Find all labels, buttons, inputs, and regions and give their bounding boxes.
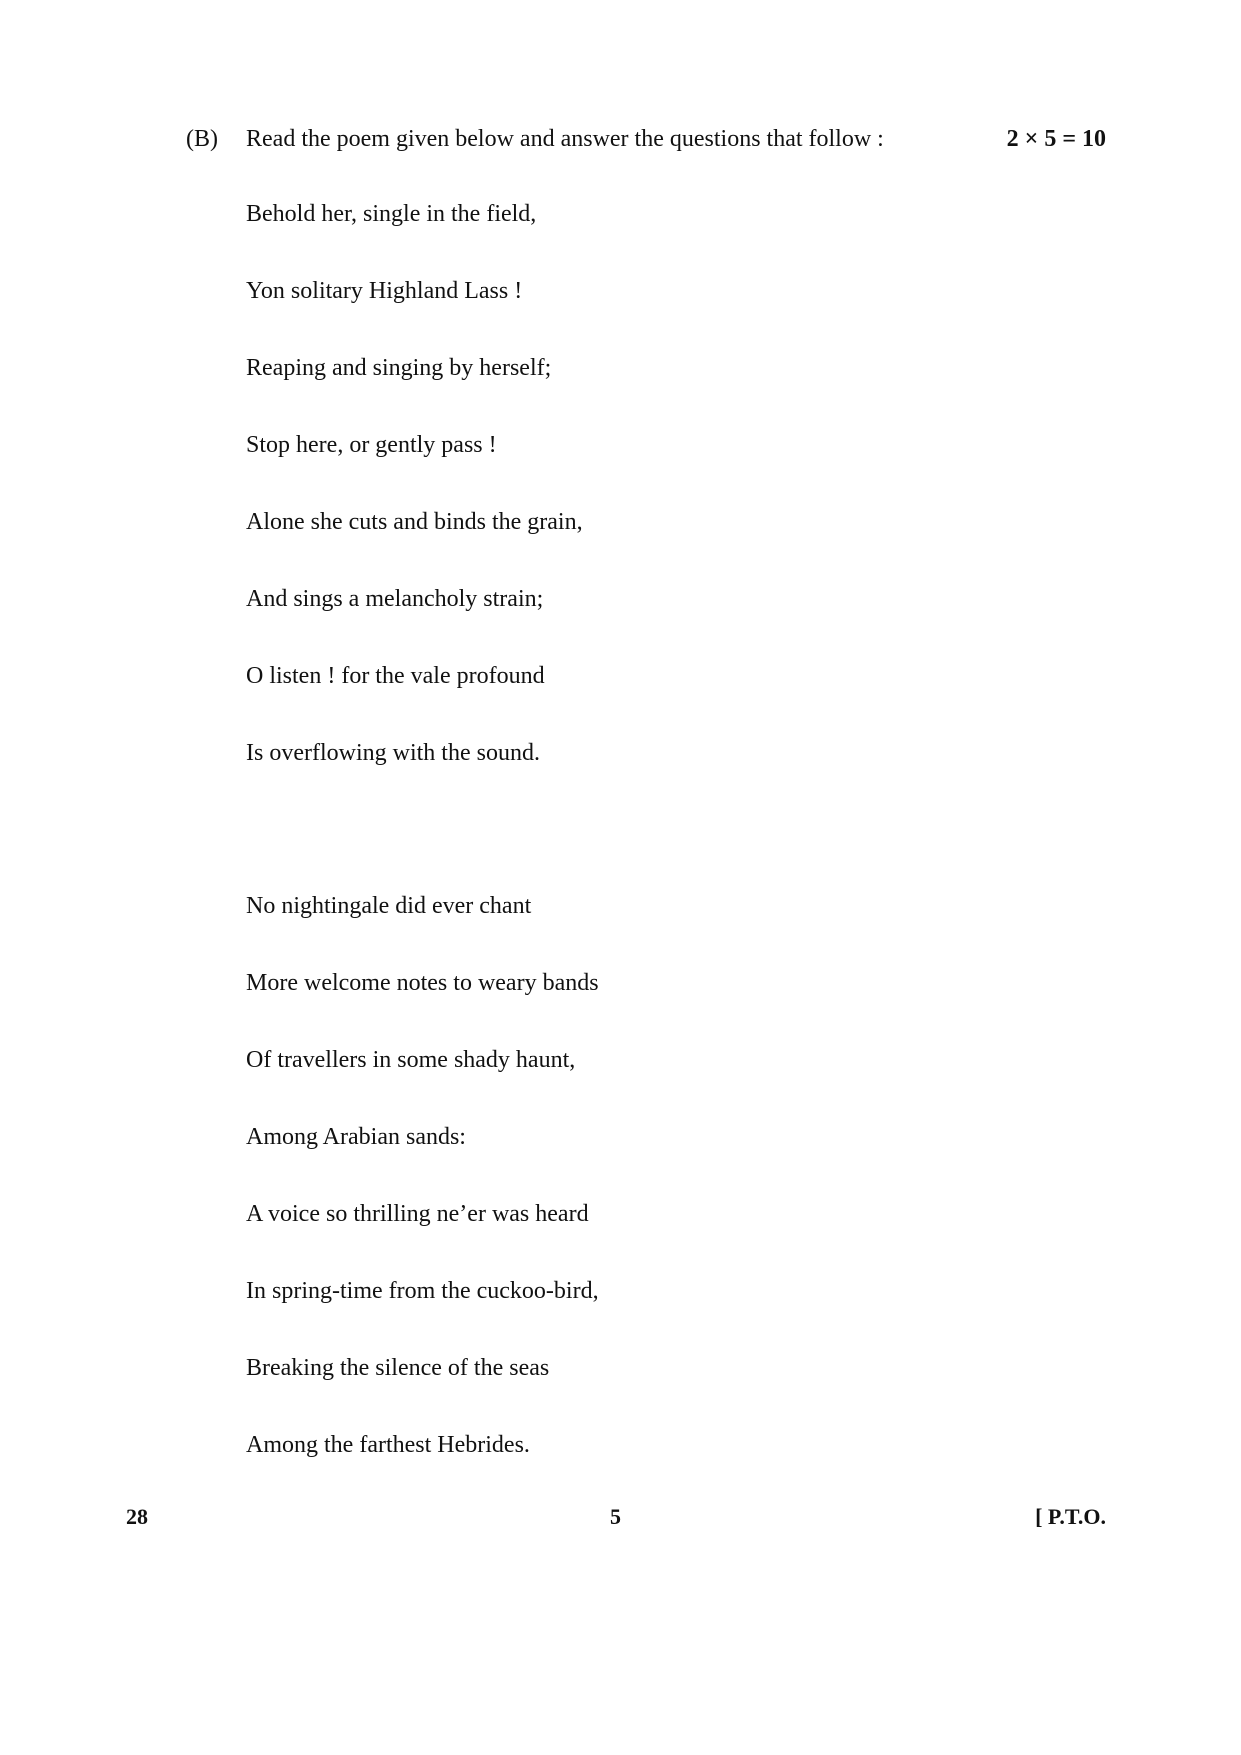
poem-line: No nightingale did ever chant (246, 893, 532, 919)
pto-label: [ P.T.O. (1035, 1504, 1106, 1529)
poem-line: And sings a melancholy strain; (246, 586, 544, 612)
question-marks: 2 × 5 = 10 (1006, 126, 1106, 152)
poem (246, 0, 946, 1500)
poem-line: More welcome notes to weary bands (246, 970, 599, 996)
poem-line: O listen ! for the vale profound (246, 663, 545, 689)
poem-line: Alone she cuts and binds the grain, (246, 509, 583, 535)
page-footer (126, 1500, 1106, 1534)
poem-line: Stop here, or gently pass ! (246, 432, 497, 458)
poem-line: Breaking the silence of the seas (246, 1355, 550, 1381)
question-instruction: Read the poem given below and answer the questions that follow : (246, 126, 884, 152)
poem-line: In spring-time from the cuckoo-bird, (246, 1278, 599, 1304)
question-label: (B) (186, 126, 218, 152)
poem-line: Of travellers in some shady haunt, (246, 1047, 576, 1073)
poem-line: A voice so thrilling ne’er was heard (246, 1201, 589, 1227)
poem-line: Among the farthest Hebrides. (246, 1432, 530, 1458)
poem-line: Behold her, single in the field, (246, 201, 537, 227)
paper-code: 28 (126, 1504, 148, 1529)
poem-line: Is overflowing with the sound. (246, 740, 540, 766)
poem-line: Yon solitary Highland Lass ! (246, 278, 523, 304)
page-number: 5 (610, 1504, 621, 1529)
poem-line: Reaping and singing by herself; (246, 355, 552, 381)
poem-line: Among Arabian sands: (246, 1124, 466, 1150)
